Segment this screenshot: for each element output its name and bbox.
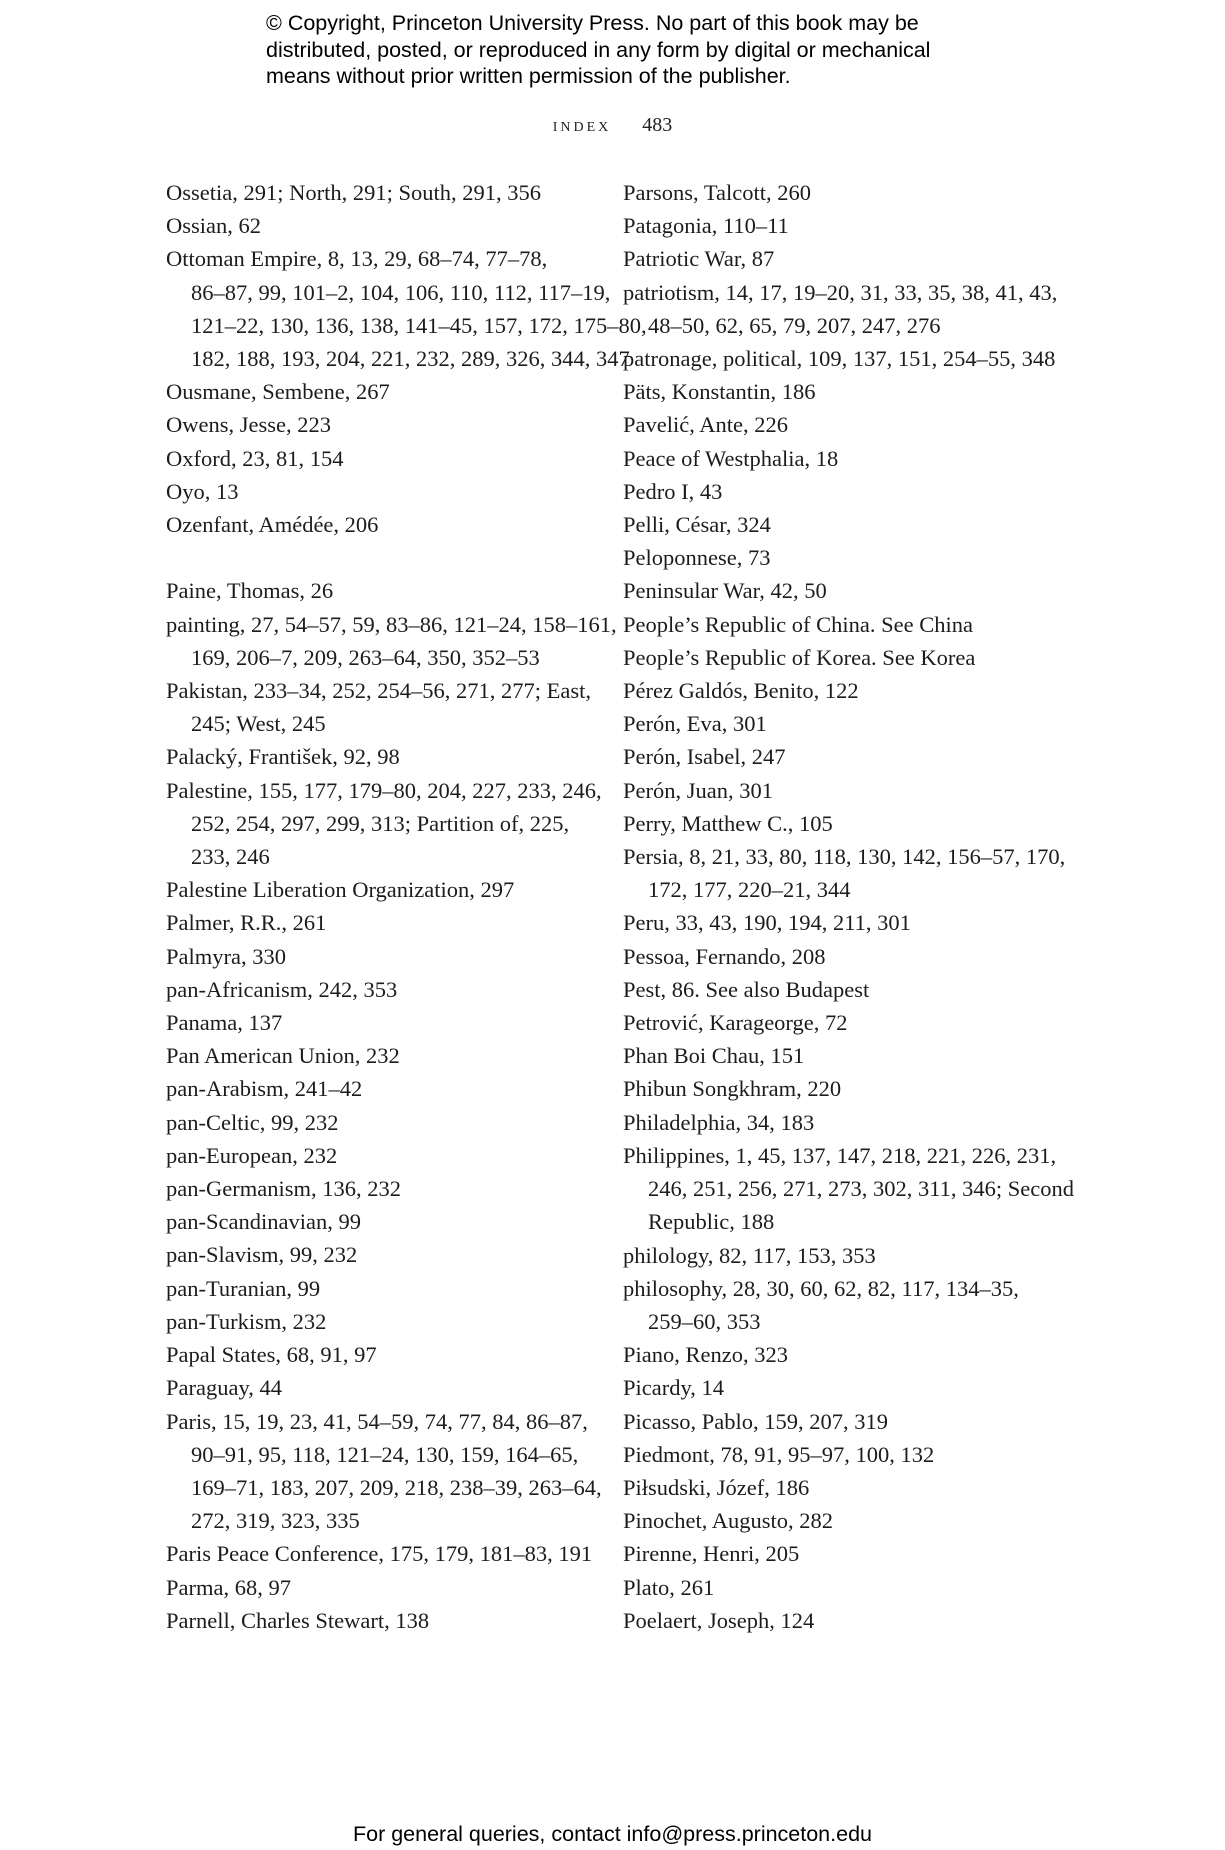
index-entry: [166, 1604, 586, 1637]
index-entry-line: pan-Celtic, 99, 232: [166, 1109, 339, 1135]
index-entry: [166, 774, 602, 874]
index-entry-line: philosophy, 28, 30, 60, 62, 82, 117, 134–35,: [623, 1275, 1019, 1301]
index-entry: [623, 1504, 1063, 1537]
index-entry: [623, 242, 1063, 275]
index-entry-line: Perón, Juan, 301: [623, 777, 773, 803]
index-entry: [623, 740, 1063, 773]
index-entry: [166, 1039, 586, 1072]
index-entry-line: pan-European, 232: [166, 1142, 338, 1168]
index-entry: [623, 1139, 1075, 1239]
index-entry-line: Piłsudski, Józef, 186: [623, 1474, 810, 1500]
index-entry-line: Peninsular War, 42, 50: [623, 578, 827, 604]
page-number: 483: [642, 114, 673, 136]
index-entry: [166, 1305, 586, 1338]
index-entry-continuation: 48–50, 62, 65, 79, 207, 247, 276: [648, 312, 941, 338]
index-entry: [623, 574, 1063, 607]
index-entry-line: Palestine Liberation Organization, 297: [166, 877, 515, 903]
index-entry-line: Paraguay, 44: [166, 1375, 283, 1401]
index-entry-line: patronage, political, 109, 137, 151, 254–55, 348: [623, 346, 1056, 372]
index-entry-line: painting, 27, 54–57, 59, 83–86, 121–24, 158–161,: [166, 611, 617, 637]
index-entry-line: Pedro I, 43: [623, 478, 723, 504]
index-entry-line: Perón, Isabel, 247: [623, 744, 786, 770]
index-entry-line: Pirenne, Henri, 205: [623, 1541, 800, 1567]
index-entry-line: Parnell, Charles Stewart, 138: [166, 1607, 430, 1633]
index-entry: [166, 1172, 586, 1205]
index-entry: [166, 1537, 593, 1570]
index-entry-line: Pavelić, Ante, 226: [623, 412, 788, 438]
index-entry: [623, 1571, 1063, 1604]
copyright-line: means without prior written permission of the publisher.: [266, 64, 791, 88]
index-entry: [623, 276, 1063, 342]
index-entry-line: Perry, Matthew C., 105: [623, 810, 833, 836]
index-entry-line: People’s Republic of China. See China: [623, 611, 973, 637]
index-entry-continuation: 252, 254, 297, 299, 313; Partition of, 225,: [191, 810, 570, 836]
index-entry: [166, 906, 586, 939]
index-entry: [623, 1106, 1063, 1139]
index-entry: [623, 1438, 1063, 1471]
index-entry: [623, 508, 1063, 541]
index-entry: [623, 1272, 1063, 1338]
copyright-line: © Copyright, Princeton University Press. No part of this book may be: [266, 11, 919, 35]
index-entry-continuation: 169, 206–7, 209, 263–64, 350, 352–53: [191, 644, 540, 670]
index-entry-line: Piedmont, 78, 91, 95–97, 100, 132: [623, 1441, 935, 1467]
index-entry: [623, 541, 1063, 574]
index-entry-line: Pakistan, 233–34, 252, 254–56, 271, 277; East,: [166, 678, 591, 704]
index-entry-line: Ottoman Empire, 8, 13, 29, 68–74, 77–78,: [166, 246, 548, 272]
index-entry: [166, 242, 647, 375]
index-entry: [623, 1537, 1063, 1570]
index-entry-continuation: 90–91, 95, 118, 121–24, 130, 159, 164–65,: [191, 1441, 579, 1467]
index-entry-line: Oyo, 13: [166, 478, 239, 504]
index-entry-continuation: 172, 177, 220–21, 344: [648, 877, 851, 903]
index-entry-line: Paine, Thomas, 26: [166, 578, 334, 604]
index-entry-line: Pérez Galdós, Benito, 122: [623, 678, 859, 704]
index-entry-line: Persia, 8, 21, 33, 80, 118, 130, 142, 156–57, 170,: [623, 844, 1066, 870]
index-entry: [623, 1338, 1063, 1371]
index-entry-continuation: 245; West, 245: [191, 711, 326, 737]
index-entry: [623, 807, 1063, 840]
index-entry: [623, 1039, 1063, 1072]
index-entry: [623, 1371, 1063, 1404]
index-column-right: [623, 176, 1075, 1637]
index-entry: [623, 342, 1063, 375]
index-entry: [166, 674, 591, 740]
index-entry: [166, 608, 617, 674]
index-entry: [166, 1205, 586, 1238]
index-entry: [623, 774, 1063, 807]
index-entry: [166, 508, 586, 541]
index-entry: [623, 176, 1063, 209]
index-entry-line: Phibun Songkhram, 220: [623, 1076, 842, 1102]
index-entry: [166, 1405, 602, 1538]
contact-footer: For general queries, contact info@press.princeton.edu: [352, 1822, 872, 1846]
index-entry-continuation: 121–22, 130, 136, 138, 141–45, 157, 172, 175–80,: [191, 312, 647, 338]
index-entry-line: Ozenfant, Amédée, 206: [166, 512, 379, 538]
copyright-line: distributed, posted, or reproduced in any form by digital or mechanical: [266, 37, 931, 62]
index-entry-line: Palmyra, 330: [166, 943, 286, 969]
index-entry-line: pan-Germanism, 136, 232: [166, 1176, 401, 1202]
index-entry-line: Picasso, Pablo, 159, 207, 319: [623, 1408, 889, 1434]
index-entry: [166, 442, 586, 475]
index-entry: [166, 1371, 586, 1404]
index-entry-line: pan-Scandinavian, 99: [166, 1209, 361, 1235]
index-entry: [623, 707, 1063, 740]
index-entry-line: Poelaert, Joseph, 124: [623, 1607, 815, 1633]
index-entry-line: Panama, 137: [166, 1010, 283, 1036]
index-entry-continuation: 182, 188, 193, 204, 221, 232, 289, 326, 344, 347: [191, 346, 630, 372]
index-entry: [166, 375, 586, 408]
index-entry: [166, 873, 586, 906]
index-entry-continuation: 272, 319, 323, 335: [191, 1508, 360, 1534]
index-entry-line: Owens, Jesse, 223: [166, 412, 331, 438]
index-entry-line: Philadelphia, 34, 183: [623, 1109, 815, 1135]
index-entry-line: Peace of Westphalia, 18: [623, 445, 839, 471]
index-entry-line: patriotism, 14, 17, 19–20, 31, 33, 35, 38, 41, 43,: [623, 279, 1058, 305]
index-entry: [623, 674, 1063, 707]
index-entry: [166, 574, 586, 607]
index-entry-line: Paris Peace Conference, 175, 179, 181–83, 191: [166, 1541, 593, 1567]
index-entry: [623, 1239, 1063, 1272]
index-entry: [623, 375, 1063, 408]
index-entry-line: Parma, 68, 97: [166, 1574, 291, 1600]
index-entry: [623, 209, 1063, 242]
index-entry: [166, 1072, 586, 1105]
index-entry-line: Palmer, R.R., 261: [166, 910, 327, 936]
index-entry: [623, 906, 1063, 939]
index-entry-line: Petrović, Karageorge, 72: [623, 1010, 848, 1036]
index-entry-line: Paris, 15, 19, 23, 41, 54–59, 74, 77, 84, 86–87,: [166, 1408, 588, 1434]
index-entry-continuation: 86–87, 99, 101–2, 104, 106, 110, 112, 117–19,: [191, 279, 611, 305]
index-entry-line: Pelli, César, 324: [623, 512, 771, 538]
index-entry: [166, 1139, 586, 1172]
index-entry-line: Peru, 33, 43, 190, 194, 211, 301: [623, 910, 911, 936]
index-entry-line: Plato, 261: [623, 1574, 715, 1600]
index-entry: [166, 1571, 586, 1604]
index-entry: [623, 1405, 1063, 1438]
index-entry: [623, 608, 1063, 641]
index-entry-line: philology, 82, 117, 153, 353: [623, 1242, 876, 1268]
index-entry-line: Oxford, 23, 81, 154: [166, 445, 344, 471]
index-entry: [166, 408, 586, 441]
index-entry: [166, 176, 586, 209]
index-entry-line: Pessoa, Fernando, 208: [623, 943, 826, 969]
index-entry-continuation: 233, 246: [191, 844, 270, 870]
index-entry-line: pan-Arabism, 241–42: [166, 1076, 363, 1102]
index-entry-line: pan-Turanian, 99: [166, 1275, 321, 1301]
index-entry-line: Philippines, 1, 45, 137, 147, 218, 221, 226, 231,: [623, 1142, 1057, 1168]
index-entry: [166, 475, 586, 508]
index-entry: [623, 1471, 1063, 1504]
index-entry-line: Ossian, 62: [166, 213, 261, 239]
index-entry: [166, 1106, 586, 1139]
index-entry-line: Pinochet, Augusto, 282: [623, 1508, 834, 1534]
index-entry: [623, 840, 1066, 906]
index-entry-line: pan-Africanism, 242, 353: [166, 976, 398, 1002]
index-entry: [623, 442, 1063, 475]
index-entry-line: Picardy, 14: [623, 1375, 725, 1401]
index-entry: [623, 408, 1063, 441]
index-entry: [623, 940, 1063, 973]
index-entry: [166, 1272, 586, 1305]
index-entry: [623, 475, 1063, 508]
index-entry-line: Ossetia, 291; North, 291; South, 291, 356: [166, 180, 541, 205]
index-entry-continuation: 246, 251, 256, 271, 273, 302, 311, 346; Second: [648, 1176, 1075, 1202]
index-entry: [623, 1072, 1063, 1105]
running-head: [0, 114, 1225, 137]
index-entry: [166, 1006, 586, 1039]
index-entry: [166, 209, 586, 242]
index-entry-line: People’s Republic of Korea. See Korea: [623, 644, 976, 670]
index-entry: [166, 973, 586, 1006]
index-entry: [623, 641, 1063, 674]
index-entry: [623, 1006, 1063, 1039]
index-entry-line: Patagonia, 110–11: [623, 213, 789, 239]
copyright-notice: [266, 10, 1006, 90]
index-entry-line: Palestine, 155, 177, 179–80, 204, 227, 233, 246,: [166, 777, 602, 803]
index-entry: [166, 1338, 586, 1371]
index-entry-line: Patriotic War, 87: [623, 246, 775, 272]
index-entry-line: Perón, Eva, 301: [623, 711, 767, 737]
index-entry-line: Parsons, Talcott, 260: [623, 180, 811, 205]
index-entry-line: Phan Boi Chau, 151: [623, 1043, 805, 1069]
index-entry: [623, 973, 1063, 1006]
index-entry-continuation: 169–71, 183, 207, 209, 218, 238–39, 263–64,: [191, 1474, 602, 1500]
index-entry-line: Peloponnese, 73: [623, 545, 771, 571]
index-entry: [623, 1604, 1063, 1637]
index-entry-line: Ousmane, Sembene, 267: [166, 379, 390, 405]
index-entry: [166, 940, 586, 973]
index-entry-line: pan-Slavism, 99, 232: [166, 1242, 358, 1268]
index-entry-line: Pest, 86. See also Budapest: [623, 976, 870, 1002]
index-entry-continuation: 259–60, 353: [648, 1308, 761, 1334]
index-entry-line: Pan American Union, 232: [166, 1043, 400, 1069]
index-column-left: [166, 176, 647, 1637]
index-entry-line: Papal States, 68, 91, 97: [166, 1342, 377, 1368]
index-entry-line: Piano, Renzo, 323: [623, 1342, 788, 1368]
running-head-label: index: [552, 114, 612, 136]
index-entry-line: Palacký, František, 92, 98: [166, 744, 400, 770]
letter-section-break: [166, 541, 586, 574]
index-entry: [166, 1238, 586, 1271]
index-entry-line: Päts, Konstantin, 186: [623, 379, 816, 405]
index-entry-continuation: Republic, 188: [648, 1209, 775, 1235]
index-entry: [166, 740, 586, 773]
index-entry-line: pan-Turkism, 232: [166, 1308, 327, 1334]
